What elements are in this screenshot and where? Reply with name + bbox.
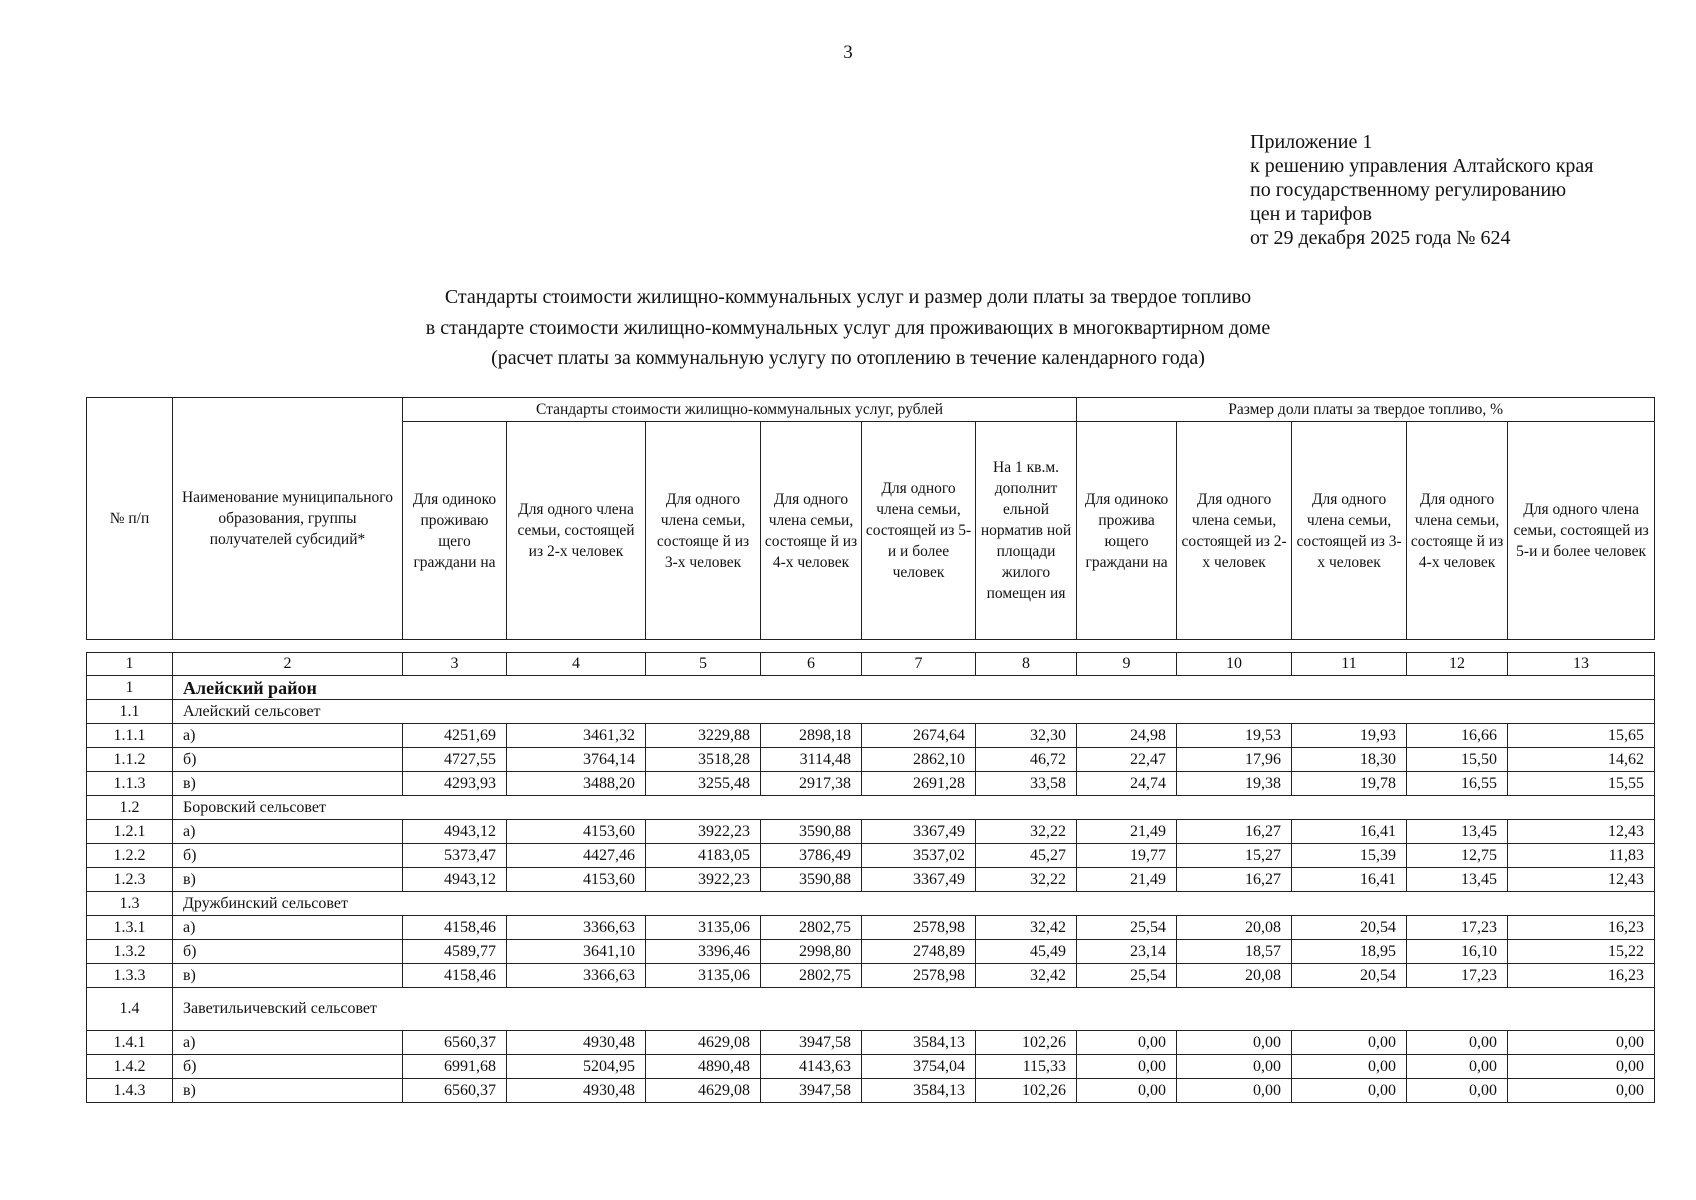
row-number-cell: 1.1.1 [87, 724, 173, 748]
annex-line: Приложение 1 [1250, 131, 1373, 153]
table-row [87, 964, 1655, 988]
value-cell: 4427,46 [507, 844, 646, 868]
section-row [87, 700, 1655, 724]
header-col-4: Для одного члена семьи, состоящей из 2-х человек [507, 422, 646, 640]
value-cell: 23,14 [1077, 940, 1177, 964]
title-line: (расчет платы за коммунальную услугу по отоплению в течение календарного года) [491, 347, 1205, 369]
row-name-cell: б) [173, 940, 403, 964]
value-cell: 4930,48 [507, 1031, 646, 1055]
value-cell: 20,08 [1177, 964, 1292, 988]
value-cell: 6560,37 [403, 1079, 507, 1103]
table-row [87, 820, 1655, 844]
row-number-cell: 1.1.2 [87, 748, 173, 772]
value-cell: 19,77 [1077, 844, 1177, 868]
column-number-cell: 5 [646, 653, 761, 676]
header-col-9: Для одиноко прожива ющего граждани на [1077, 422, 1177, 640]
row-name-cell: а) [173, 820, 403, 844]
row-name-cell: в) [173, 772, 403, 796]
value-cell: 102,26 [976, 1079, 1077, 1103]
row-number-cell: 1.3.2 [87, 940, 173, 964]
column-number-cell: 9 [1077, 653, 1177, 676]
column-number-cell: 12 [1407, 653, 1508, 676]
header-col-10: Для одного члена семьи, состоящей из 2-х человек [1177, 422, 1292, 640]
row-number-cell: 1.3 [87, 892, 173, 916]
value-cell: 19,93 [1292, 724, 1407, 748]
value-cell: 3947,58 [761, 1079, 862, 1103]
value-cell: 13,45 [1407, 868, 1508, 892]
value-cell: 2748,89 [862, 940, 976, 964]
value-cell: 32,22 [976, 868, 1077, 892]
value-cell: 4153,60 [507, 868, 646, 892]
table-header [86, 397, 1655, 640]
value-cell: 12,75 [1407, 844, 1508, 868]
value-cell: 16,66 [1407, 724, 1508, 748]
value-cell: 12,43 [1508, 820, 1655, 844]
value-cell: 46,72 [976, 748, 1077, 772]
value-cell: 15,65 [1508, 724, 1655, 748]
row-name-cell: а) [173, 1031, 403, 1055]
value-cell: 3947,58 [761, 1031, 862, 1055]
annex-line: цен и тарифов [1250, 203, 1372, 225]
row-name-cell: в) [173, 868, 403, 892]
row-name-cell: а) [173, 724, 403, 748]
value-cell: 4629,08 [646, 1079, 761, 1103]
value-cell: 3786,49 [761, 844, 862, 868]
table-row [87, 868, 1655, 892]
value-cell: 33,58 [976, 772, 1077, 796]
row-name-cell: б) [173, 748, 403, 772]
value-cell: 22,47 [1077, 748, 1177, 772]
header-group-share: Размер доли платы за твердое топливо, % [1077, 398, 1655, 422]
value-cell: 4158,46 [403, 916, 507, 940]
document-title [0, 282, 1696, 374]
section-row [87, 796, 1655, 820]
value-cell: 0,00 [1077, 1031, 1177, 1055]
row-name-cell: Боровский сельсовет [173, 796, 1655, 820]
value-cell: 3764,14 [507, 748, 646, 772]
annex-line: по государственному регулированию [1250, 179, 1567, 201]
value-cell: 18,30 [1292, 748, 1407, 772]
value-cell: 15,22 [1508, 940, 1655, 964]
header-col-3: Для одиноко проживаю щего граждани на [403, 422, 507, 640]
value-cell: 11,83 [1508, 844, 1655, 868]
header-group-standards: Стандарты стоимости жилищно-коммунальных услуг, рублей [403, 398, 1077, 422]
value-cell: 5204,95 [507, 1055, 646, 1079]
value-cell: 3366,63 [507, 964, 646, 988]
value-cell: 2998,80 [761, 940, 862, 964]
value-cell: 15,39 [1292, 844, 1407, 868]
value-cell: 0,00 [1292, 1055, 1407, 1079]
value-cell: 2917,38 [761, 772, 862, 796]
value-cell: 3366,63 [507, 916, 646, 940]
header-col-12: Для одного члена семьи, состояще й из 4-х человек [1407, 422, 1508, 640]
value-cell: 16,27 [1177, 820, 1292, 844]
value-cell: 3396,46 [646, 940, 761, 964]
annex-line: от 29 декабря 2025 года № 624 [1250, 227, 1511, 249]
value-cell: 16,41 [1292, 868, 1407, 892]
value-cell: 0,00 [1508, 1055, 1655, 1079]
row-name-cell: в) [173, 964, 403, 988]
row-name-cell: а) [173, 916, 403, 940]
row-number-cell: 1.2.2 [87, 844, 173, 868]
value-cell: 2578,98 [862, 916, 976, 940]
header-municipality: Наименование муниципального образования, группы получателей субсидий* [173, 398, 403, 640]
value-cell: 32,42 [976, 916, 1077, 940]
value-cell: 6560,37 [403, 1031, 507, 1055]
table-row [87, 1079, 1655, 1103]
value-cell: 0,00 [1077, 1079, 1177, 1103]
value-cell: 3229,88 [646, 724, 761, 748]
table-row [87, 1055, 1655, 1079]
value-cell: 3922,23 [646, 820, 761, 844]
value-cell: 102,26 [976, 1031, 1077, 1055]
value-cell: 16,23 [1508, 916, 1655, 940]
row-number-cell: 1.4 [87, 988, 173, 1031]
value-cell: 2674,64 [862, 724, 976, 748]
value-cell: 12,43 [1508, 868, 1655, 892]
value-cell: 4943,12 [403, 820, 507, 844]
value-cell: 3114,48 [761, 748, 862, 772]
table-body [87, 653, 1655, 1103]
page-number: 3 [843, 42, 853, 63]
column-number-row [87, 653, 1655, 676]
value-cell: 45,49 [976, 940, 1077, 964]
value-cell: 0,00 [1508, 1079, 1655, 1103]
value-cell: 17,96 [1177, 748, 1292, 772]
row-number-cell: 1.2.1 [87, 820, 173, 844]
value-cell: 17,23 [1407, 916, 1508, 940]
value-cell: 15,27 [1177, 844, 1292, 868]
row-number-cell: 1.4.2 [87, 1055, 173, 1079]
column-number-cell: 4 [507, 653, 646, 676]
value-cell: 45,27 [976, 844, 1077, 868]
table-row [87, 748, 1655, 772]
value-cell: 19,38 [1177, 772, 1292, 796]
column-number-cell: 7 [862, 653, 976, 676]
value-cell: 4293,93 [403, 772, 507, 796]
column-number-cell: 2 [173, 653, 403, 676]
value-cell: 2862,10 [862, 748, 976, 772]
value-cell: 3367,49 [862, 868, 976, 892]
value-cell: 3584,13 [862, 1079, 976, 1103]
header-number: № п/п [87, 398, 173, 640]
value-cell: 0,00 [1292, 1031, 1407, 1055]
value-cell: 3590,88 [761, 868, 862, 892]
value-cell: 3461,32 [507, 724, 646, 748]
value-cell: 18,95 [1292, 940, 1407, 964]
value-cell: 0,00 [1407, 1055, 1508, 1079]
value-cell: 16,41 [1292, 820, 1407, 844]
value-cell: 2691,28 [862, 772, 976, 796]
title-line: в стандарте стоимости жилищно-коммунальных услуг для проживающих в многоквартирном доме [425, 316, 1271, 339]
column-number-cell: 13 [1508, 653, 1655, 676]
value-cell: 6991,68 [403, 1055, 507, 1079]
value-cell: 3590,88 [761, 820, 862, 844]
value-cell: 0,00 [1407, 1031, 1508, 1055]
value-cell: 3135,06 [646, 964, 761, 988]
section-row [87, 988, 1655, 1031]
value-cell: 25,54 [1077, 964, 1177, 988]
row-name-cell: б) [173, 844, 403, 868]
header-col-7: Для одного члена семьи, состоящей из 5-и и более человек [862, 422, 976, 640]
value-cell: 16,23 [1508, 964, 1655, 988]
value-cell: 19,78 [1292, 772, 1407, 796]
value-cell: 32,30 [976, 724, 1077, 748]
value-cell: 2898,18 [761, 724, 862, 748]
value-cell: 115,33 [976, 1055, 1077, 1079]
value-cell: 24,74 [1077, 772, 1177, 796]
value-cell: 0,00 [1077, 1055, 1177, 1079]
header-col-13: Для одного члена семьи, состоящей из 5-и и более человек [1508, 422, 1655, 640]
value-cell: 4153,60 [507, 820, 646, 844]
row-name-cell: Дружбинский сельсовет [173, 892, 1655, 916]
row-name-cell: в) [173, 1079, 403, 1103]
value-cell: 16,10 [1407, 940, 1508, 964]
value-cell: 4251,69 [403, 724, 507, 748]
table-row [87, 772, 1655, 796]
value-cell: 2802,75 [761, 916, 862, 940]
value-cell: 3255,48 [646, 772, 761, 796]
row-number-cell: 1 [87, 676, 173, 700]
table-row [87, 916, 1655, 940]
value-cell: 20,08 [1177, 916, 1292, 940]
value-cell: 3754,04 [862, 1055, 976, 1079]
value-cell: 13,45 [1407, 820, 1508, 844]
value-cell: 5373,47 [403, 844, 507, 868]
row-number-cell: 1.2.3 [87, 868, 173, 892]
column-number-cell: 8 [976, 653, 1077, 676]
row-name-cell: б) [173, 1055, 403, 1079]
value-cell: 24,98 [1077, 724, 1177, 748]
row-name-cell: Заветильичевский сельсовет [173, 988, 1655, 1031]
column-number-cell: 1 [87, 653, 173, 676]
value-cell: 3584,13 [862, 1031, 976, 1055]
value-cell: 3922,23 [646, 868, 761, 892]
row-number-cell: 1.1 [87, 700, 173, 724]
value-cell: 4930,48 [507, 1079, 646, 1103]
value-cell: 2578,98 [862, 964, 976, 988]
annex-block [1250, 130, 1670, 250]
value-cell: 15,55 [1508, 772, 1655, 796]
value-cell: 0,00 [1508, 1031, 1655, 1055]
value-cell: 16,55 [1407, 772, 1508, 796]
header-col-8: На 1 кв.м. дополнит ельной норматив ной площади жилого помещен ия [976, 422, 1077, 640]
row-number-cell: 1.3.3 [87, 964, 173, 988]
column-number-cell: 10 [1177, 653, 1292, 676]
value-cell: 3367,49 [862, 820, 976, 844]
value-cell: 14,62 [1508, 748, 1655, 772]
value-cell: 3135,06 [646, 916, 761, 940]
value-cell: 25,54 [1077, 916, 1177, 940]
region-row [87, 676, 1655, 700]
table-row [87, 844, 1655, 868]
value-cell: 15,50 [1407, 748, 1508, 772]
table-row [87, 724, 1655, 748]
value-cell: 4143,63 [761, 1055, 862, 1079]
value-cell: 0,00 [1177, 1079, 1292, 1103]
value-cell: 20,54 [1292, 916, 1407, 940]
value-cell: 4727,55 [403, 748, 507, 772]
value-cell: 3537,02 [862, 844, 976, 868]
value-cell: 0,00 [1177, 1055, 1292, 1079]
value-cell: 3488,20 [507, 772, 646, 796]
value-cell: 4943,12 [403, 868, 507, 892]
column-number-cell: 11 [1292, 653, 1407, 676]
value-cell: 0,00 [1292, 1079, 1407, 1103]
column-number-cell: 6 [761, 653, 862, 676]
value-cell: 16,27 [1177, 868, 1292, 892]
value-cell: 4158,46 [403, 964, 507, 988]
header-col-5: Для одного члена семьи, состояще й из 3-х человек [646, 422, 761, 640]
title-line: Стандарты стоимости жилищно-коммунальных услуг и размер доли платы за твердое топливо [444, 286, 1252, 308]
value-cell: 2802,75 [761, 964, 862, 988]
row-number-cell: 1.4.3 [87, 1079, 173, 1103]
row-name-cell: Алейский сельсовет [173, 700, 1655, 724]
row-number-cell: 1.4.1 [87, 1031, 173, 1055]
section-row [87, 892, 1655, 916]
value-cell: 3518,28 [646, 748, 761, 772]
value-cell: 4183,05 [646, 844, 761, 868]
value-cell: 0,00 [1407, 1079, 1508, 1103]
value-cell: 0,00 [1177, 1031, 1292, 1055]
row-name-cell: Алейский район [173, 676, 1655, 700]
data-table [86, 652, 1655, 1103]
value-cell: 32,22 [976, 820, 1077, 844]
value-cell: 19,53 [1177, 724, 1292, 748]
value-cell: 4890,48 [646, 1055, 761, 1079]
value-cell: 4589,77 [403, 940, 507, 964]
column-number-cell: 3 [403, 653, 507, 676]
row-number-cell: 1.3.1 [87, 916, 173, 940]
value-cell: 4629,08 [646, 1031, 761, 1055]
row-number-cell: 1.1.3 [87, 772, 173, 796]
value-cell: 18,57 [1177, 940, 1292, 964]
value-cell: 3641,10 [507, 940, 646, 964]
table-row [87, 940, 1655, 964]
value-cell: 32,42 [976, 964, 1077, 988]
value-cell: 20,54 [1292, 964, 1407, 988]
header-col-6: Для одного члена семьи, состояще й из 4-х человек [761, 422, 862, 640]
annex-line: к решению управления Алтайского края [1250, 155, 1594, 177]
value-cell: 21,49 [1077, 868, 1177, 892]
header-col-11: Для одного члена семьи, состоящей из 3-х человек [1292, 422, 1407, 640]
value-cell: 21,49 [1077, 820, 1177, 844]
row-number-cell: 1.2 [87, 796, 173, 820]
value-cell: 17,23 [1407, 964, 1508, 988]
table-row [87, 1031, 1655, 1055]
